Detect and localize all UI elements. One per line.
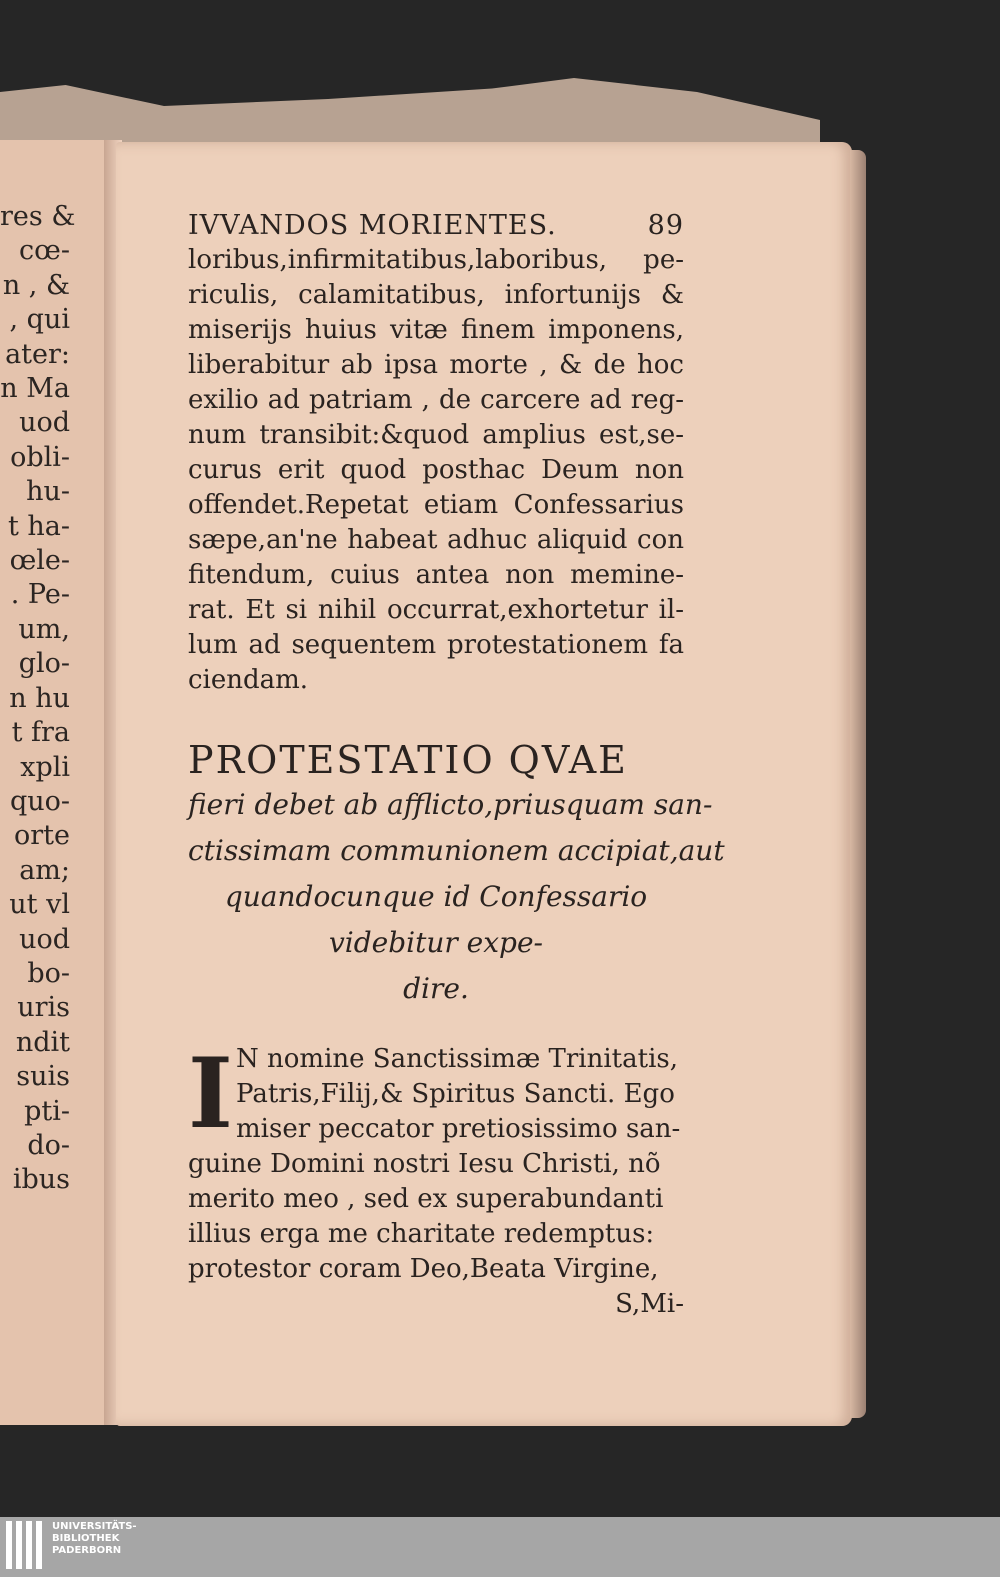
left-page-line: obli- — [10, 441, 70, 473]
paragraph-line: miserijs huius vitæ finem imponens, — [188, 315, 684, 345]
body-line: miser peccator pretiosissimo san- — [236, 1114, 681, 1144]
body-line: protestor coram Deo,Beata Virgine, — [188, 1254, 659, 1284]
left-page-line: n Ma — [0, 373, 70, 405]
left-page-line: uris — [17, 992, 70, 1024]
left-page-line: n , & — [2, 269, 70, 301]
book-top-edge — [0, 78, 820, 148]
page-number: 89 — [647, 210, 684, 241]
library-logo-icon — [6, 1521, 46, 1569]
left-page-line: , qui — [9, 304, 70, 336]
subheading-line: videbitur expe- — [328, 926, 544, 959]
subheading-line: ctissimam communionem accipiat,aut — [188, 834, 725, 867]
left-page-line: œle- — [9, 545, 70, 577]
left-page-line: orte — [14, 820, 70, 852]
left-page-line: t ha- — [7, 510, 70, 542]
paragraph-line: fitendum, cuius antea non memine- — [188, 560, 684, 590]
left-page-line: glo- — [18, 648, 70, 680]
left-page-line: uod — [19, 923, 70, 955]
running-title: IVVANDOS MORIENTES. — [188, 210, 557, 241]
left-page-line: cœ- — [19, 235, 70, 267]
left-page-line: t fra — [11, 717, 70, 749]
left-page-line: do- — [27, 1129, 70, 1161]
body-line: merito meo , sed ex superabundanti — [188, 1184, 664, 1214]
left-page-line: n hu — [9, 682, 70, 714]
paragraph-line: lum ad sequentem protestationem fa — [188, 630, 684, 660]
page-text — [188, 210, 725, 1322]
library-logo-text: UNIVERSITÄTS- BIBLIOTHEK PADERBORN — [52, 1521, 137, 1556]
left-page-line: pti- — [24, 1095, 70, 1127]
paragraph-line: riculis, calamitatibus, infortunijs & — [188, 280, 684, 310]
protestation-text — [188, 1037, 684, 1287]
subheading-line: fieri debet ab afflicto,priusquam san- — [188, 788, 713, 821]
left-page-line: bo- — [27, 957, 70, 989]
left-page-text — [0, 200, 76, 1198]
paragraph-line: num transibit:&quod amplius est,se- — [188, 420, 684, 450]
left-page-line: res & — [0, 201, 76, 232]
left-page-line: ndit — [15, 1026, 70, 1058]
body-line: guine Domini nostri Iesu Christi, nõ — [188, 1149, 661, 1179]
paragraph-line: ciendam. — [188, 665, 309, 695]
drop-cap: I — [188, 1037, 233, 1150]
paragraph-line: rat. Et si nihil occurrat,exhortetur il- — [188, 595, 684, 625]
left-page-line: hu- — [26, 476, 70, 508]
subheading-line: quandocunque id Confessario — [224, 880, 648, 913]
body-line: N nomine Sanctissimæ Trinitatis, — [236, 1044, 678, 1074]
section-heading: PROTESTATIO QVAE — [188, 738, 628, 782]
left-page-line: ibus — [12, 1164, 70, 1196]
left-page-line: quo- — [9, 785, 70, 817]
catchword: S,Mi- — [615, 1289, 684, 1319]
left-page-line: um, — [18, 613, 70, 645]
paragraph — [188, 243, 684, 698]
page-edge — [850, 150, 866, 1418]
running-header — [188, 210, 684, 241]
paragraph-line: exilio ad patriam , de carcere ad reg- — [188, 385, 684, 415]
paragraph-line: offendet.Repetat etiam Confessarius — [188, 490, 684, 520]
subheading — [188, 782, 725, 1012]
subheading-line: dire. — [403, 972, 469, 1005]
paragraph-line: liberabitur ab ipsa morte , & de hoc — [188, 350, 684, 380]
left-page-line: . Pe- — [10, 579, 70, 611]
left-page-line: uod — [19, 407, 70, 439]
paragraph-line: sæpe,an'ne habeat adhuc aliquid con — [188, 525, 684, 555]
body-line: Patris,Filij,& Spiritus Sancti. Ego — [236, 1079, 675, 1109]
footer-bar — [0, 1517, 1000, 1577]
left-page-line: ut vl — [9, 889, 70, 921]
left-page-line: am; — [19, 854, 70, 886]
left-page-line: xpli — [20, 751, 70, 783]
body-line: illius erga me charitate redemptus: — [188, 1219, 655, 1249]
paragraph-line: loribus,infirmitatibus,laboribus, pe- — [188, 245, 684, 275]
left-page-line: suis — [16, 1061, 70, 1093]
paragraph-line: curus erit quod posthac Deum non — [188, 455, 684, 485]
left-page-line: ater: — [5, 338, 70, 370]
